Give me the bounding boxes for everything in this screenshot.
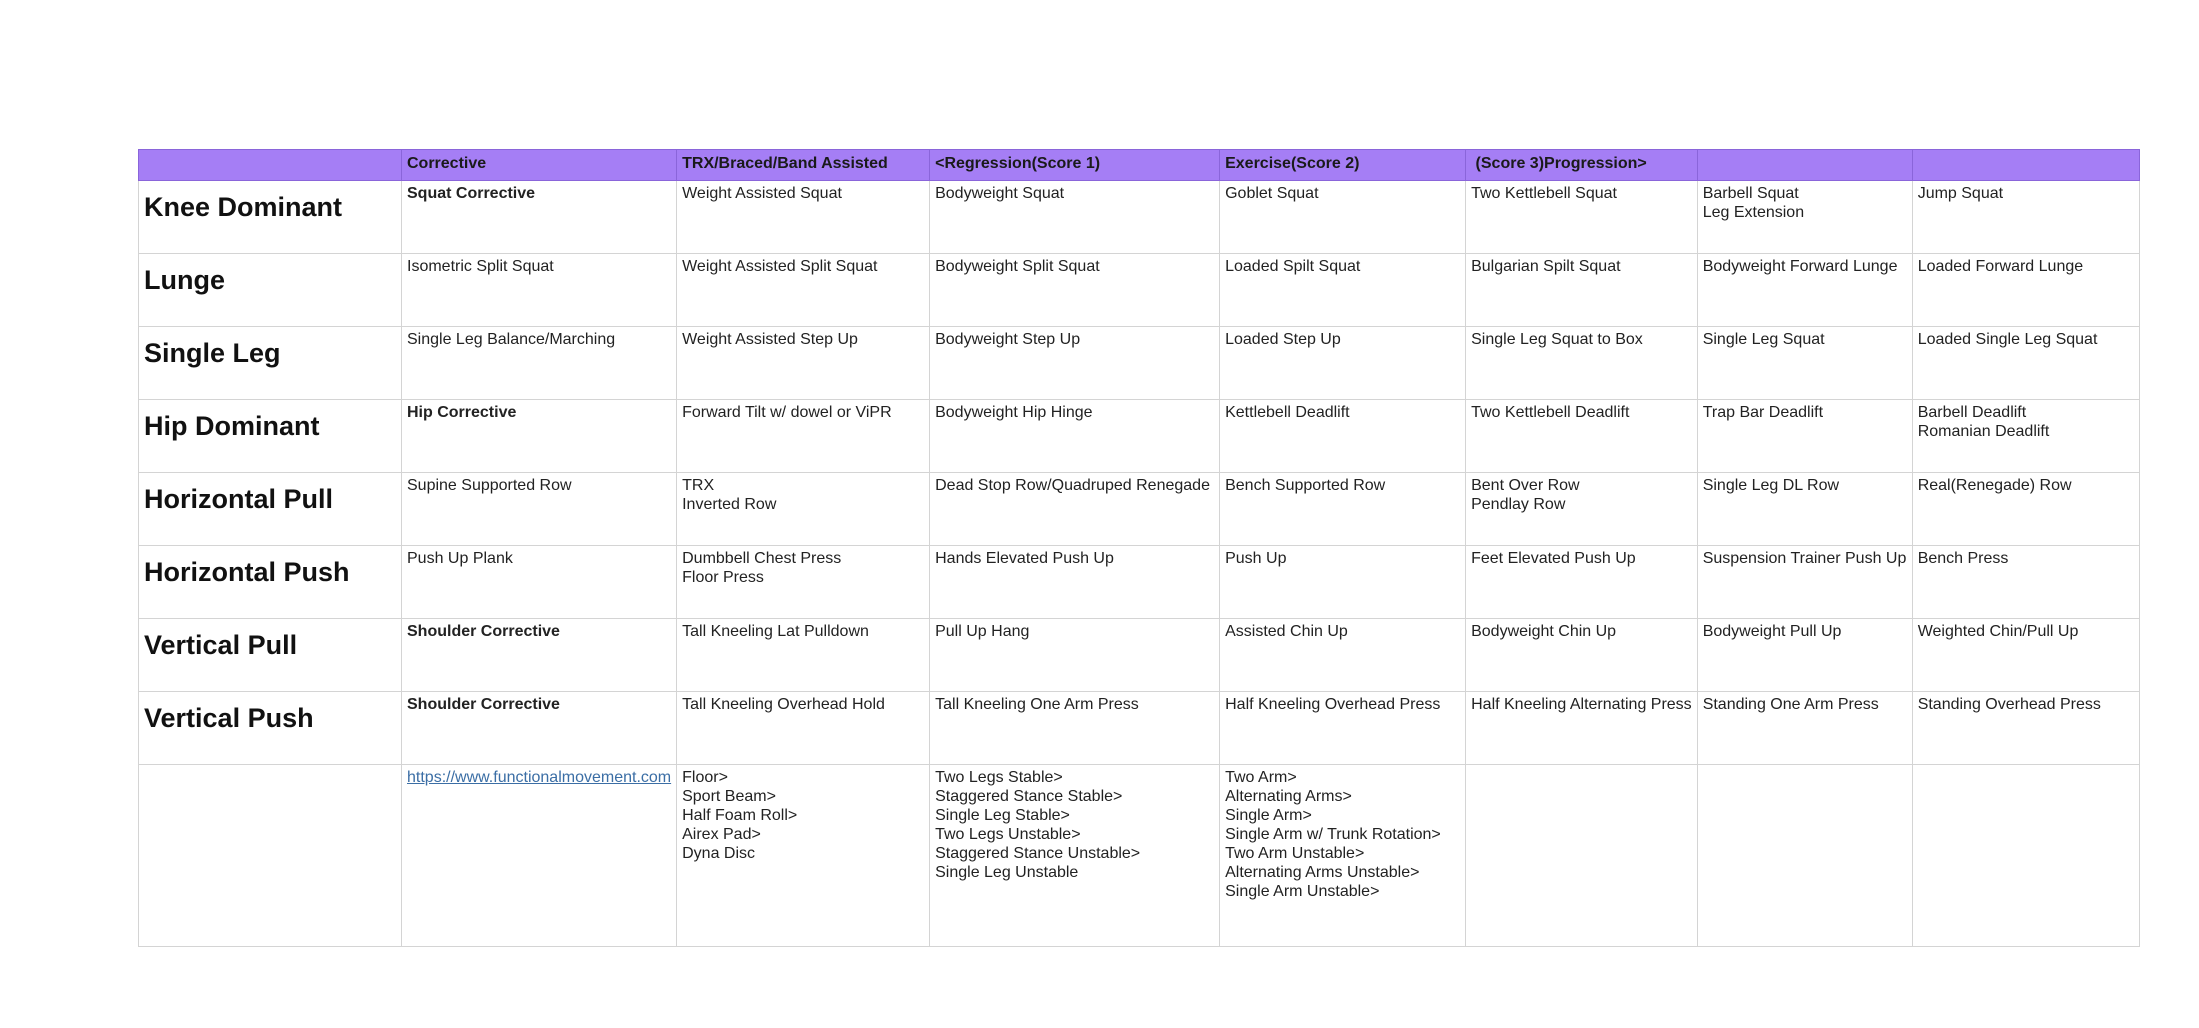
list-item: Single Arm Unstable> xyxy=(1225,883,1380,900)
exercise-cell[interactable] xyxy=(402,254,677,327)
list-item: Single Arm> xyxy=(1225,807,1312,824)
cell-text: Loaded Spilt Squat xyxy=(1225,258,1361,275)
header-cell-regression[interactable]: <Regression(Score 1) xyxy=(930,150,1220,181)
exercise-cell[interactable] xyxy=(1220,327,1466,400)
arm-progression-list[interactable] xyxy=(1220,765,1466,947)
cell-text: Trap Bar Deadlift xyxy=(1702,404,1824,421)
cell-text: Two Kettlebell Deadlift xyxy=(1471,404,1630,421)
notes-cell[interactable] xyxy=(1466,765,1698,947)
cell-text: Bodyweight Squat xyxy=(935,185,1065,202)
notes-cell[interactable] xyxy=(402,765,677,947)
list-item: Two Legs Stable> xyxy=(935,769,1063,786)
cell-text: Weighted Chin/Pull Up xyxy=(1917,623,2079,640)
exercise-cell[interactable] xyxy=(1697,327,1912,400)
header-cell-exercise[interactable]: Exercise(Score 2) xyxy=(1220,150,1466,181)
category-cell[interactable]: Vertical Pull xyxy=(139,619,402,692)
exercise-cell[interactable] xyxy=(1466,546,1698,619)
cell-text: Dumbbell Chest Press xyxy=(682,550,842,567)
list-item: Alternating Arms Unstable> xyxy=(1225,864,1420,881)
cell-text: Inverted Row xyxy=(682,496,777,513)
notes-row xyxy=(139,765,2140,947)
exercise-cell[interactable] xyxy=(930,400,1220,473)
header-cell[interactable] xyxy=(139,150,402,181)
list-item: Two Arm> xyxy=(1225,769,1297,786)
exercise-cell[interactable] xyxy=(1697,619,1912,692)
list-item: Staggered Stance Unstable> xyxy=(935,845,1141,862)
exercise-cell[interactable] xyxy=(402,181,677,254)
functional-movement-link[interactable]: https://www.functionalmovement.com xyxy=(407,769,672,786)
cell-text: Single Leg DL Row xyxy=(1702,477,1840,494)
header-cell-progression[interactable]: (Score 3)Progression> xyxy=(1466,150,1698,181)
exercise-cell[interactable] xyxy=(677,181,930,254)
cell-text: Tall Kneeling One Arm Press xyxy=(935,696,1139,713)
cell-text: Standing Overhead Press xyxy=(1917,696,2101,713)
exercise-cell[interactable] xyxy=(1912,619,2139,692)
cell-text: Assisted Chin Up xyxy=(1225,623,1348,640)
exercise-cell[interactable] xyxy=(930,181,1220,254)
cell-text: Goblet Squat xyxy=(1225,185,1319,202)
exercise-cell[interactable] xyxy=(402,327,677,400)
cell-text: Shoulder Corrective xyxy=(407,623,560,640)
cell-text: Bodyweight Chin Up xyxy=(1471,623,1617,640)
cell-text: Weight Assisted Split Squat xyxy=(682,258,878,275)
cell-text: Bodyweight Forward Lunge xyxy=(1702,258,1898,275)
list-item: Single Leg Unstable xyxy=(935,864,1079,881)
cell-text: Pull Up Hang xyxy=(935,623,1030,640)
exercise-cell[interactable] xyxy=(930,327,1220,400)
exercise-cell[interactable] xyxy=(677,254,930,327)
exercise-cell[interactable] xyxy=(1912,181,2139,254)
exercise-cell[interactable] xyxy=(1912,254,2139,327)
list-item: Single Leg Stable> xyxy=(935,807,1070,824)
cell-text: TRX xyxy=(682,477,715,494)
exercise-cell[interactable] xyxy=(930,473,1220,546)
table-row xyxy=(139,400,2140,473)
cell-text: Single Leg Squat to Box xyxy=(1471,331,1643,348)
exercise-cell[interactable] xyxy=(677,619,930,692)
cell-text: Bent Over Row xyxy=(1471,477,1580,494)
cell-text: Bodyweight Pull Up xyxy=(1702,623,1842,640)
notes-cell[interactable] xyxy=(139,765,402,947)
list-item: Floor> xyxy=(682,769,728,786)
exercise-cell[interactable] xyxy=(1220,400,1466,473)
cell-text: Weight Assisted Squat xyxy=(682,185,842,202)
exercise-cell[interactable] xyxy=(402,546,677,619)
list-item: Staggered Stance Stable> xyxy=(935,788,1123,805)
cell-text: Forward Tilt w/ dowel or ViPR xyxy=(682,404,892,421)
list-item: Airex Pad> xyxy=(682,826,761,843)
cell-text: Barbell Squat xyxy=(1702,185,1799,202)
cell-text: Suspension Trainer Push Up xyxy=(1702,550,1907,567)
notes-cell[interactable] xyxy=(1697,765,1912,947)
exercise-cell[interactable] xyxy=(1220,181,1466,254)
exercise-cell[interactable] xyxy=(1220,254,1466,327)
exercise-cell[interactable] xyxy=(1697,181,1912,254)
cell-text: Kettlebell Deadlift xyxy=(1225,404,1350,421)
exercise-cell[interactable] xyxy=(677,327,930,400)
cell-text: Shoulder Corrective xyxy=(407,696,560,713)
cell-text: Pendlay Row xyxy=(1471,496,1566,513)
surface-progression-list[interactable] xyxy=(677,765,930,947)
exercise-cell[interactable] xyxy=(1697,546,1912,619)
cell-text: Hands Elevated Push Up xyxy=(935,550,1114,567)
category-cell[interactable]: Vertical Push xyxy=(139,692,402,765)
table-row xyxy=(139,327,2140,400)
cell-text: Bulgarian Spilt Squat xyxy=(1471,258,1621,275)
exercise-cell[interactable] xyxy=(1697,254,1912,327)
table-row xyxy=(139,254,2140,327)
exercise-cell[interactable] xyxy=(402,619,677,692)
cell-text: Loaded Forward Lunge xyxy=(1917,258,2084,275)
cell-text: Bench Press xyxy=(1917,550,2009,567)
exercise-cell[interactable] xyxy=(1466,619,1698,692)
list-item: Sport Beam> xyxy=(682,788,776,805)
exercise-cell[interactable] xyxy=(1220,619,1466,692)
cell-text: Loaded Step Up xyxy=(1225,331,1341,348)
notes-cell[interactable] xyxy=(1912,765,2139,947)
cell-text: Floor Press xyxy=(682,569,764,586)
cell-text: Weight Assisted Step Up xyxy=(682,331,858,348)
exercise-cell[interactable] xyxy=(930,546,1220,619)
stance-progression-list[interactable] xyxy=(930,765,1220,947)
cell-text: Single Leg Balance/Marching xyxy=(407,331,616,348)
header-cell-corrective[interactable]: Corrective xyxy=(402,150,677,181)
exercise-cell[interactable] xyxy=(677,692,930,765)
exercise-cell[interactable] xyxy=(1466,181,1698,254)
cell-text: Dead Stop Row/Quadruped Renegade xyxy=(935,477,1210,494)
list-item: Single Arm w/ Trunk Rotation> xyxy=(1225,826,1441,843)
list-item: Two Legs Unstable> xyxy=(935,826,1081,843)
exercise-cell[interactable] xyxy=(1912,400,2139,473)
exercise-cell[interactable] xyxy=(1912,327,2139,400)
exercise-cell[interactable] xyxy=(1220,473,1466,546)
cell-text: Tall Kneeling Overhead Hold xyxy=(682,696,885,713)
category-cell[interactable]: Single Leg xyxy=(139,327,402,400)
list-item: Dyna Disc xyxy=(682,845,756,862)
exercise-cell[interactable] xyxy=(1912,546,2139,619)
cell-text: Jump Squat xyxy=(1917,185,2004,202)
cell-text: Real(Renegade) Row xyxy=(1917,477,2072,494)
cell-text: Half Kneeling Alternating Press xyxy=(1471,696,1692,713)
table-row xyxy=(139,181,2140,254)
list-item: Half Foam Roll> xyxy=(682,807,798,824)
exercise-cell[interactable] xyxy=(1697,692,1912,765)
exercise-cell[interactable] xyxy=(1912,473,2139,546)
cell-text: Bodyweight Hip Hinge xyxy=(935,404,1093,421)
table-row xyxy=(139,619,2140,692)
cell-text: Leg Extension xyxy=(1702,204,1805,221)
cell-text: Bench Supported Row xyxy=(1225,477,1386,494)
exercise-cell[interactable] xyxy=(1697,400,1912,473)
cell-text: Bodyweight Split Squat xyxy=(935,258,1100,275)
cell-text: Two Kettlebell Squat xyxy=(1471,185,1617,202)
header-cell[interactable] xyxy=(1912,150,2139,181)
cell-text: Feet Elevated Push Up xyxy=(1471,550,1636,567)
header-cell[interactable] xyxy=(1697,150,1912,181)
exercise-cell[interactable] xyxy=(1466,473,1698,546)
cell-text: Supine Supported Row xyxy=(407,477,572,494)
cell-text: Single Leg Squat xyxy=(1702,331,1825,348)
cell-text: Hip Corrective xyxy=(407,404,517,421)
cell-text: Loaded Single Leg Squat xyxy=(1917,331,2098,348)
table-row xyxy=(139,473,2140,546)
cell-text: Barbell Deadlift xyxy=(1917,404,2027,421)
list-item: Alternating Arms> xyxy=(1225,788,1352,805)
exercise-cell[interactable] xyxy=(677,546,930,619)
exercise-cell[interactable] xyxy=(930,619,1220,692)
table-row xyxy=(139,546,2140,619)
exercise-cell[interactable] xyxy=(677,400,930,473)
exercise-cell[interactable] xyxy=(402,473,677,546)
category-cell[interactable]: Lunge xyxy=(139,254,402,327)
exercise-cell[interactable] xyxy=(930,254,1220,327)
exercise-cell[interactable] xyxy=(930,692,1220,765)
cell-text: Bodyweight Step Up xyxy=(935,331,1081,348)
exercise-cell[interactable] xyxy=(1466,400,1698,473)
exercise-cell[interactable] xyxy=(402,692,677,765)
cell-text: Push Up xyxy=(1225,550,1287,567)
cell-text: Romanian Deadlift xyxy=(1917,423,2050,440)
cell-text: Squat Corrective xyxy=(407,185,536,202)
cell-text: Half Kneeling Overhead Press xyxy=(1225,696,1441,713)
exercise-cell[interactable] xyxy=(1912,692,2139,765)
exercise-cell[interactable] xyxy=(1697,473,1912,546)
exercise-cell[interactable] xyxy=(1220,692,1466,765)
exercise-cell[interactable] xyxy=(402,400,677,473)
category-cell[interactable]: Knee Dominant xyxy=(139,181,402,254)
cell-text: Isometric Split Squat xyxy=(407,258,554,275)
cell-text: Standing One Arm Press xyxy=(1702,696,1879,713)
list-item: Two Arm Unstable> xyxy=(1225,845,1365,862)
cell-text: Push Up Plank xyxy=(407,550,513,567)
exercise-cell[interactable] xyxy=(677,473,930,546)
category-cell[interactable]: Horizontal Pull xyxy=(139,473,402,546)
exercise-cell[interactable] xyxy=(1220,546,1466,619)
exercise-cell[interactable] xyxy=(1466,692,1698,765)
header-row xyxy=(139,150,2140,181)
exercise-cell[interactable] xyxy=(1466,254,1698,327)
cell-text: Tall Kneeling Lat Pulldown xyxy=(682,623,869,640)
exercise-progression-table xyxy=(138,149,2140,947)
exercise-cell[interactable] xyxy=(1466,327,1698,400)
category-cell[interactable]: Hip Dominant xyxy=(139,400,402,473)
header-cell-assisted[interactable]: TRX/Braced/Band Assisted xyxy=(677,150,930,181)
category-cell[interactable]: Horizontal Push xyxy=(139,546,402,619)
table-row xyxy=(139,692,2140,765)
